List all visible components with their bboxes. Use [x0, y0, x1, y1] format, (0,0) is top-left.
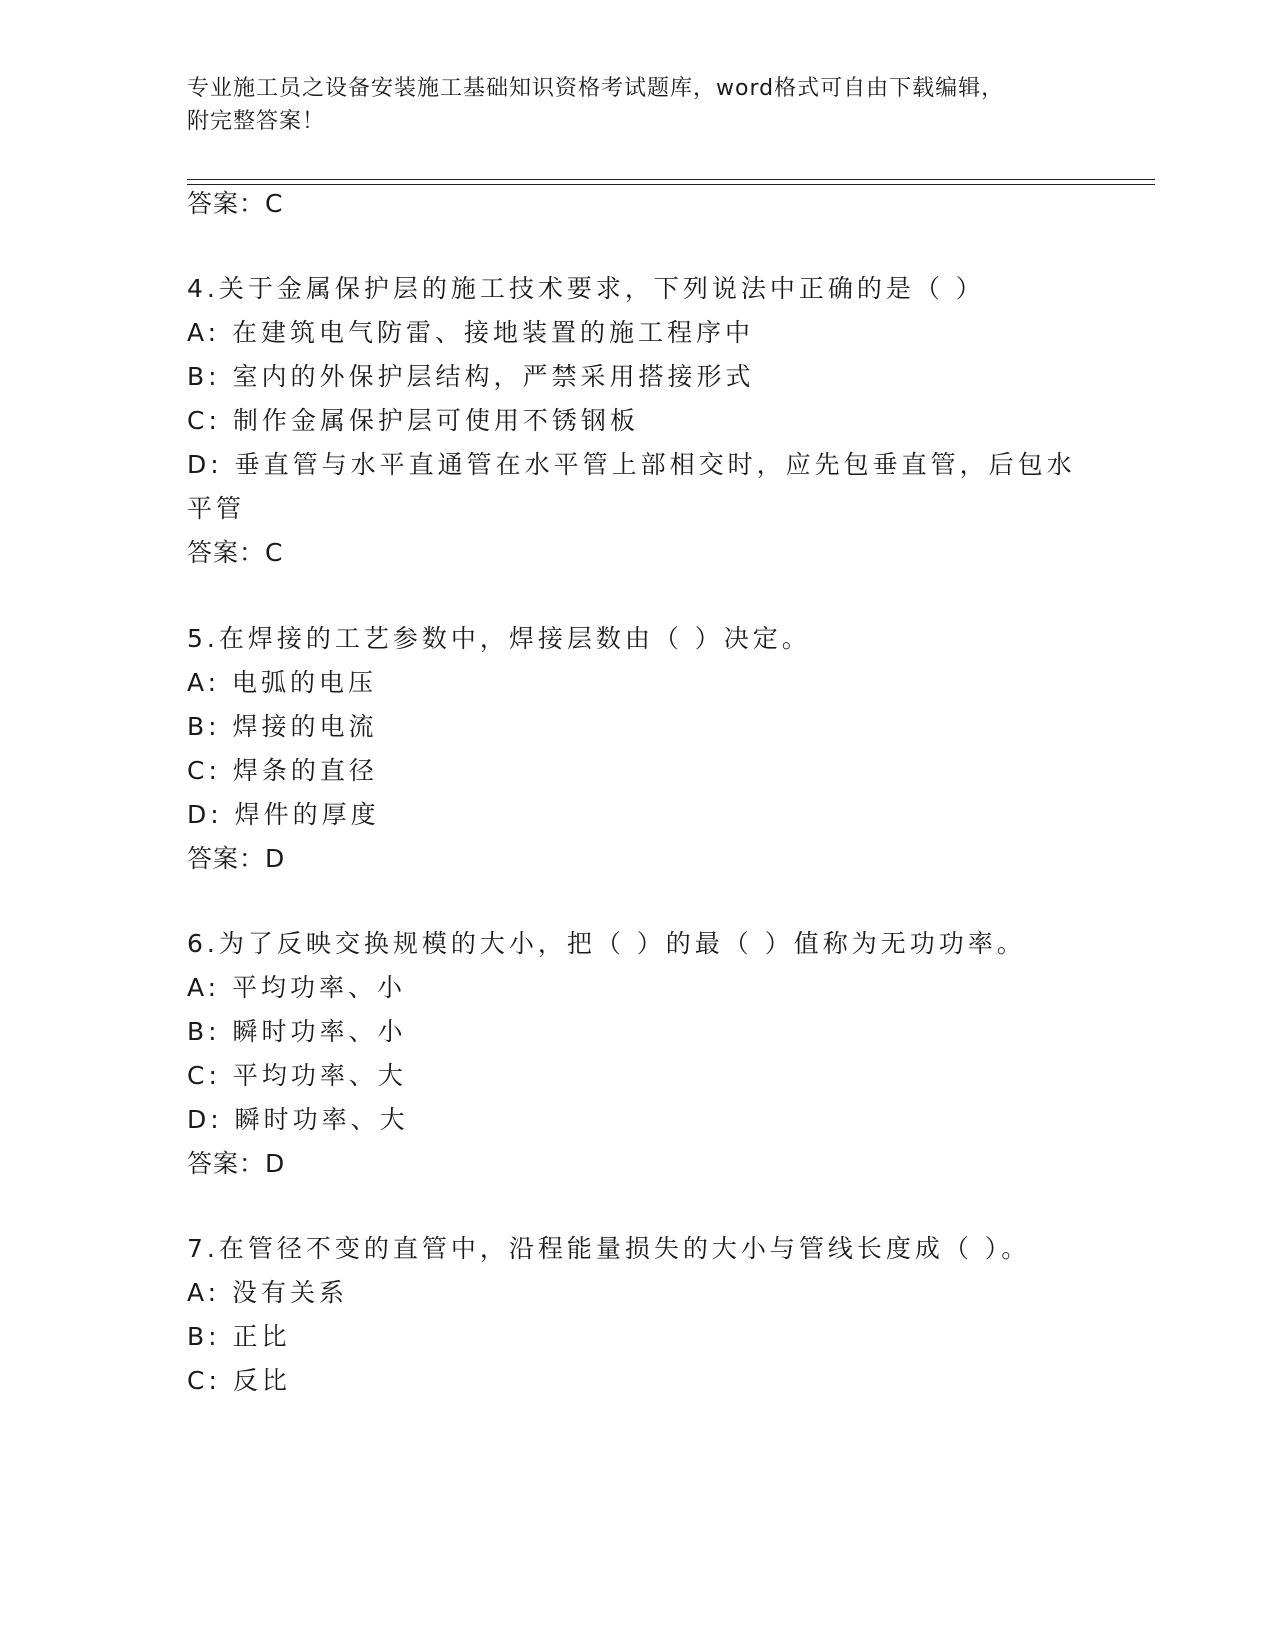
question-5-option-d: D: 焊件的厚度	[187, 800, 380, 829]
question-4-answer: 答案：C	[187, 538, 284, 567]
question-5-stem: 5.在焊接的工艺参数中，焊接层数由（ ）决定。	[187, 624, 811, 653]
header-divider-top	[187, 179, 1155, 180]
question-6-option-b: B: 瞬时功率、小	[187, 1017, 407, 1046]
question-5-option-b: B: 焊接的电流	[187, 712, 378, 741]
question-7-option-c: C: 反比	[187, 1366, 291, 1395]
question-6-option-a: A: 平均功率、小	[187, 973, 407, 1002]
question-4-option-b: B: 室内的外保护层结构，严禁采用搭接形式	[187, 362, 755, 391]
question-6-option-d: D: 瞬时功率、大	[187, 1105, 409, 1134]
question-4-stem: 4.关于金属保护层的施工技术要求，下列说法中正确的是（ ）	[187, 274, 985, 303]
header-line-2: 附完整答案！	[187, 109, 326, 134]
question-6-answer: 答案：D	[187, 1149, 286, 1178]
question-7-option-b: B: 正比	[187, 1322, 291, 1351]
question-6-option-c: C: 平均功率、大	[187, 1061, 407, 1090]
header-line-1: 专业施工员之设备安装施工基础知识资格考试题库，word格式可自由下载编辑，	[187, 76, 1005, 101]
question-4-option-c: C: 制作金属保护层可使用不锈钢板	[187, 406, 639, 435]
document-header	[187, 72, 1087, 138]
question-5-answer: 答案：D	[187, 844, 286, 873]
question-4-option-a: A: 在建筑电气防雷、接地装置的施工程序中	[187, 318, 755, 347]
question-5-option-a: A: 电弧的电压	[187, 668, 378, 697]
question-5-option-c: C: 焊条的直径	[187, 756, 378, 785]
answer-previous: 答案：C	[187, 189, 284, 218]
question-7-option-a: A: 没有关系	[187, 1278, 349, 1307]
question-7-stem: 7.在管径不变的直管中，沿程能量损失的大小与管线长度成（ ）。	[187, 1234, 1031, 1263]
question-6-stem: 6.为了反映交换规模的大小，把（ ）的最（ ）值称为无功功率。	[187, 929, 1026, 958]
question-4-option-d: D: 垂直管与水平直通管在水平管上部相交时，应先包垂直管，后包水	[187, 450, 1076, 479]
question-4-option-d-continued: 平管	[187, 494, 246, 523]
header-divider-bottom	[187, 184, 1155, 185]
